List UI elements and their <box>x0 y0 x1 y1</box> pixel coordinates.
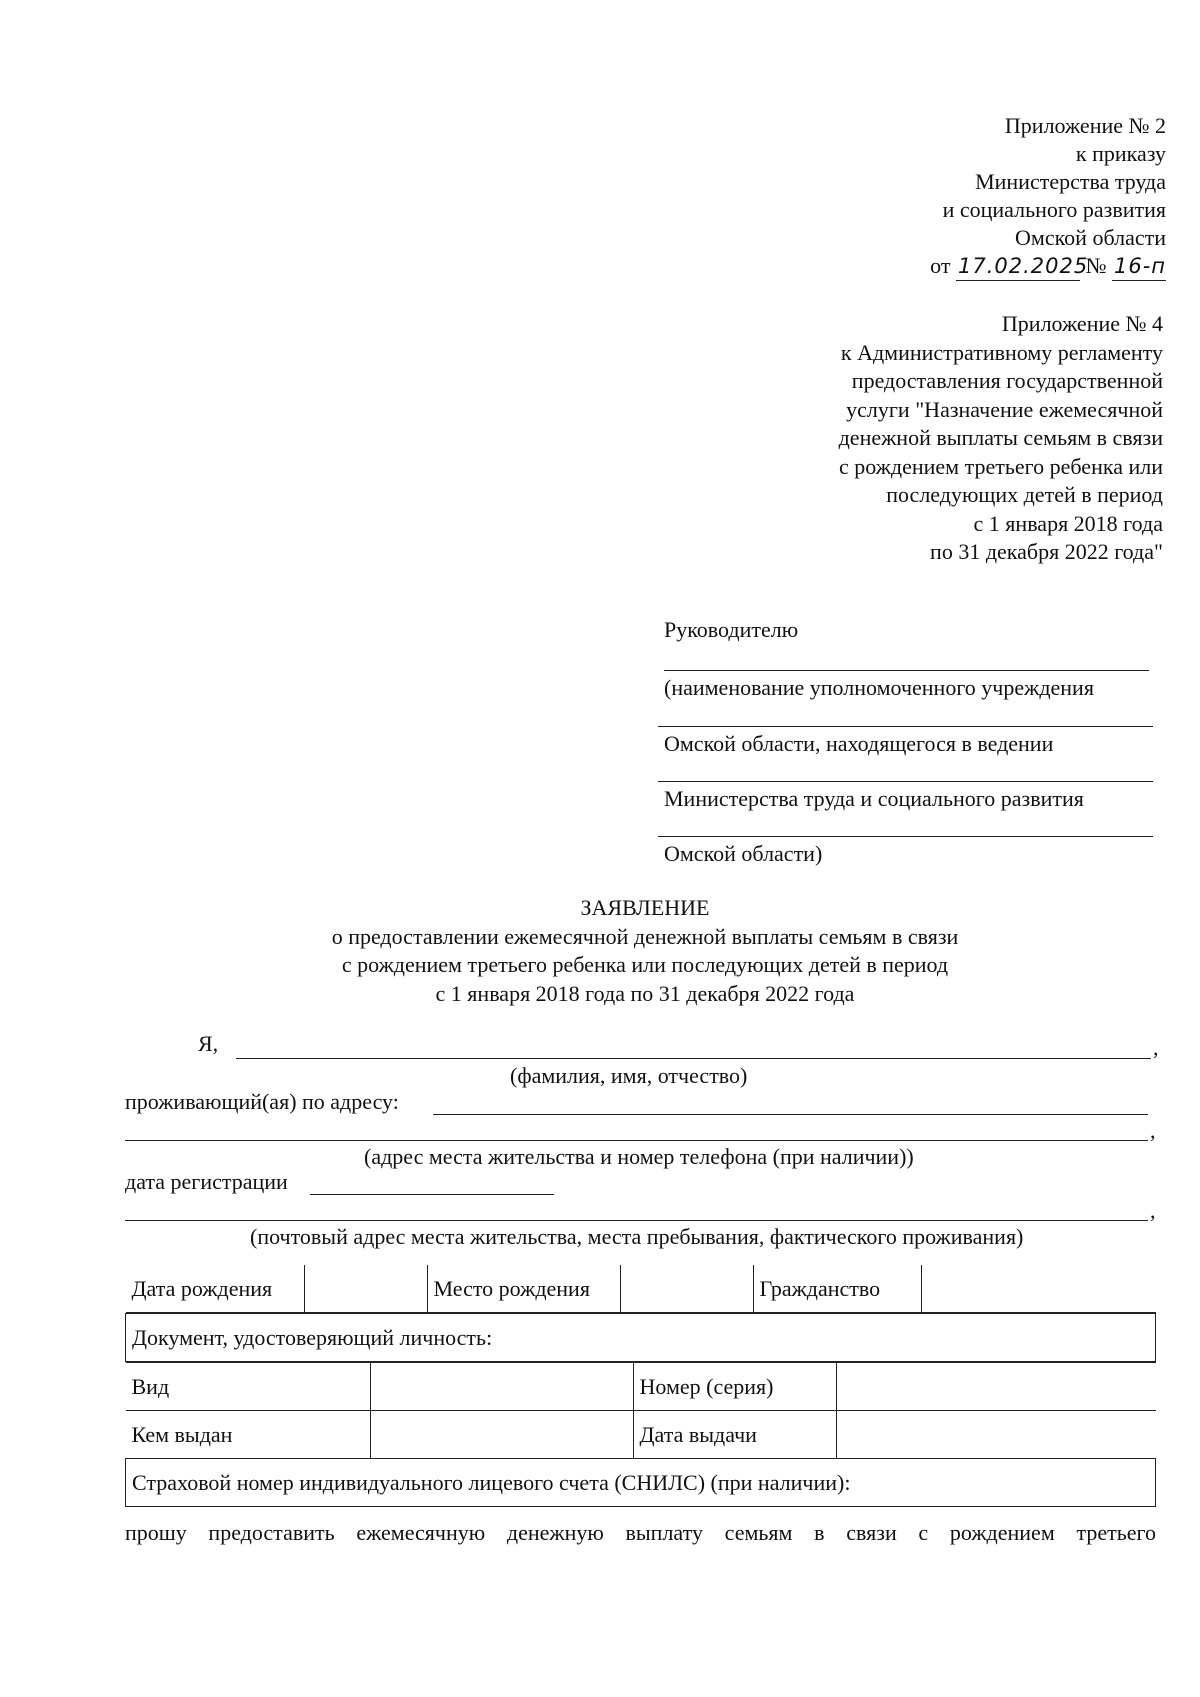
addressee-fill-line[interactable] <box>658 836 1153 837</box>
appendix-2-line: Министерства труда <box>975 169 1166 194</box>
addressee-hint: Министерства труда и социального развития <box>664 786 1084 811</box>
number-series-label: Номер (серия) <box>633 1363 836 1411</box>
appendix-4-line: по 31 декабря 2022 года" <box>930 539 1163 564</box>
issue-date-label: Дата выдачи <box>633 1411 836 1459</box>
table-row <box>126 1314 1156 1362</box>
date-prefix: от <box>930 253 951 278</box>
issued-by-cell[interactable] <box>370 1411 633 1459</box>
number-prefix: № <box>1085 253 1107 278</box>
kind-label: Вид <box>126 1363 371 1411</box>
citizenship-label: Гражданство <box>753 1265 921 1313</box>
reg-date-label: дата регистрации <box>125 1169 288 1194</box>
addressee-hint: Омской области) <box>664 841 823 866</box>
appendix-4-title: Приложение № 4 <box>1001 311 1163 336</box>
appendix-4-line: с рождением третьего ребенка или <box>839 453 1163 479</box>
citizenship-cell[interactable] <box>921 1265 1156 1313</box>
appendix-2-date-line <box>930 252 1166 281</box>
appendix-4-line: денежной выплаты семьям в связи <box>838 425 1163 450</box>
appendix-2-line: к приказу <box>1075 141 1166 166</box>
address-fill-line[interactable] <box>433 1114 1148 1115</box>
table-row <box>126 1362 1156 1459</box>
appendix-2-block <box>930 112 1166 281</box>
fio-hint: (фамилия, имя, отчество) <box>510 1063 748 1088</box>
number-series-cell[interactable] <box>836 1363 1156 1411</box>
closing-text: прошу предоставить ежемесячную денежную выплату семьям в связи с рождением третьего <box>125 1520 1156 1545</box>
appendix-2-line: и социального развития <box>942 197 1166 222</box>
i-label: Я, <box>198 1031 219 1056</box>
addressee-fill-line[interactable] <box>658 726 1153 727</box>
appendix-2-title: Приложение № 2 <box>1004 113 1166 138</box>
statement-subtitle-line: с 1 января 2018 года по 31 декабря 2022 года <box>435 980 855 1006</box>
appendix-2-line: Омской области <box>1015 225 1166 250</box>
id-row-table <box>126 1362 1156 1458</box>
addressee-heading: Руководителю <box>664 617 799 642</box>
birth-place-cell[interactable] <box>620 1265 753 1313</box>
comma: , <box>1150 1198 1156 1223</box>
postal-fill-line[interactable] <box>125 1220 1148 1221</box>
statement-subtitle-line: с рождением третьего ребенка или последующих детей в период <box>341 952 949 977</box>
snils-label: Страховой номер индивидуального лицевого счета (СНИЛС) (при наличии): <box>126 1459 1156 1507</box>
appendix-4-line: к Административному регламенту <box>840 339 1163 365</box>
reg-date-fill-line[interactable] <box>310 1194 554 1195</box>
table-row <box>126 1459 1156 1507</box>
statement-subtitle-line: о предоставлении ежемесячной денежной выплаты семьям в связи <box>331 923 959 949</box>
address-hint: (адрес места жительства и номер телефона (при наличии)) <box>364 1144 914 1169</box>
applicant-data-table <box>125 1265 1156 1507</box>
id-document-label: Документ, удостоверяющий личность: <box>126 1314 1156 1362</box>
appendix-4-line: последующих детей в период <box>886 482 1163 507</box>
birth-date-label: Дата рождения <box>126 1265 305 1313</box>
birth-row-table <box>126 1265 1156 1313</box>
table-row <box>126 1265 1156 1314</box>
comma: , <box>1153 1035 1159 1060</box>
appendix-4-line: услуги "Назначение ежемесячной <box>846 396 1163 422</box>
addressee-hint: Омской области, находящегося в ведении <box>664 731 1054 756</box>
issue-date-cell[interactable] <box>836 1411 1156 1459</box>
order-number: 16-п <box>1112 252 1166 281</box>
appendix-4-block <box>839 310 1163 567</box>
birth-place-label: Место рождения <box>427 1265 620 1313</box>
fio-fill-line[interactable] <box>236 1058 1151 1059</box>
addressee-hint: (наименование уполномоченного учреждения <box>664 675 1094 700</box>
address-label: проживающий(ая) по адресу: <box>125 1089 399 1114</box>
kind-cell[interactable] <box>370 1363 633 1411</box>
addressee-fill-line[interactable] <box>658 781 1153 782</box>
issued-by-label: Кем выдан <box>126 1411 371 1459</box>
postal-hint: (почтовый адрес места жительства, места пребывания, фактического проживания) <box>250 1224 1024 1249</box>
addressee-fill-line[interactable] <box>664 670 1149 671</box>
birth-date-cell[interactable] <box>304 1265 427 1313</box>
statement-title: ЗАЯВЛЕНИЕ <box>580 895 710 920</box>
comma: , <box>1150 1118 1156 1143</box>
address-fill-line-2[interactable] <box>125 1140 1148 1141</box>
statement-heading <box>0 894 1200 1008</box>
appendix-4-line: предоставления государственной <box>851 368 1163 393</box>
appendix-4-line: с 1 января 2018 года <box>973 510 1163 536</box>
order-date: 17.02.2025 <box>956 252 1080 281</box>
